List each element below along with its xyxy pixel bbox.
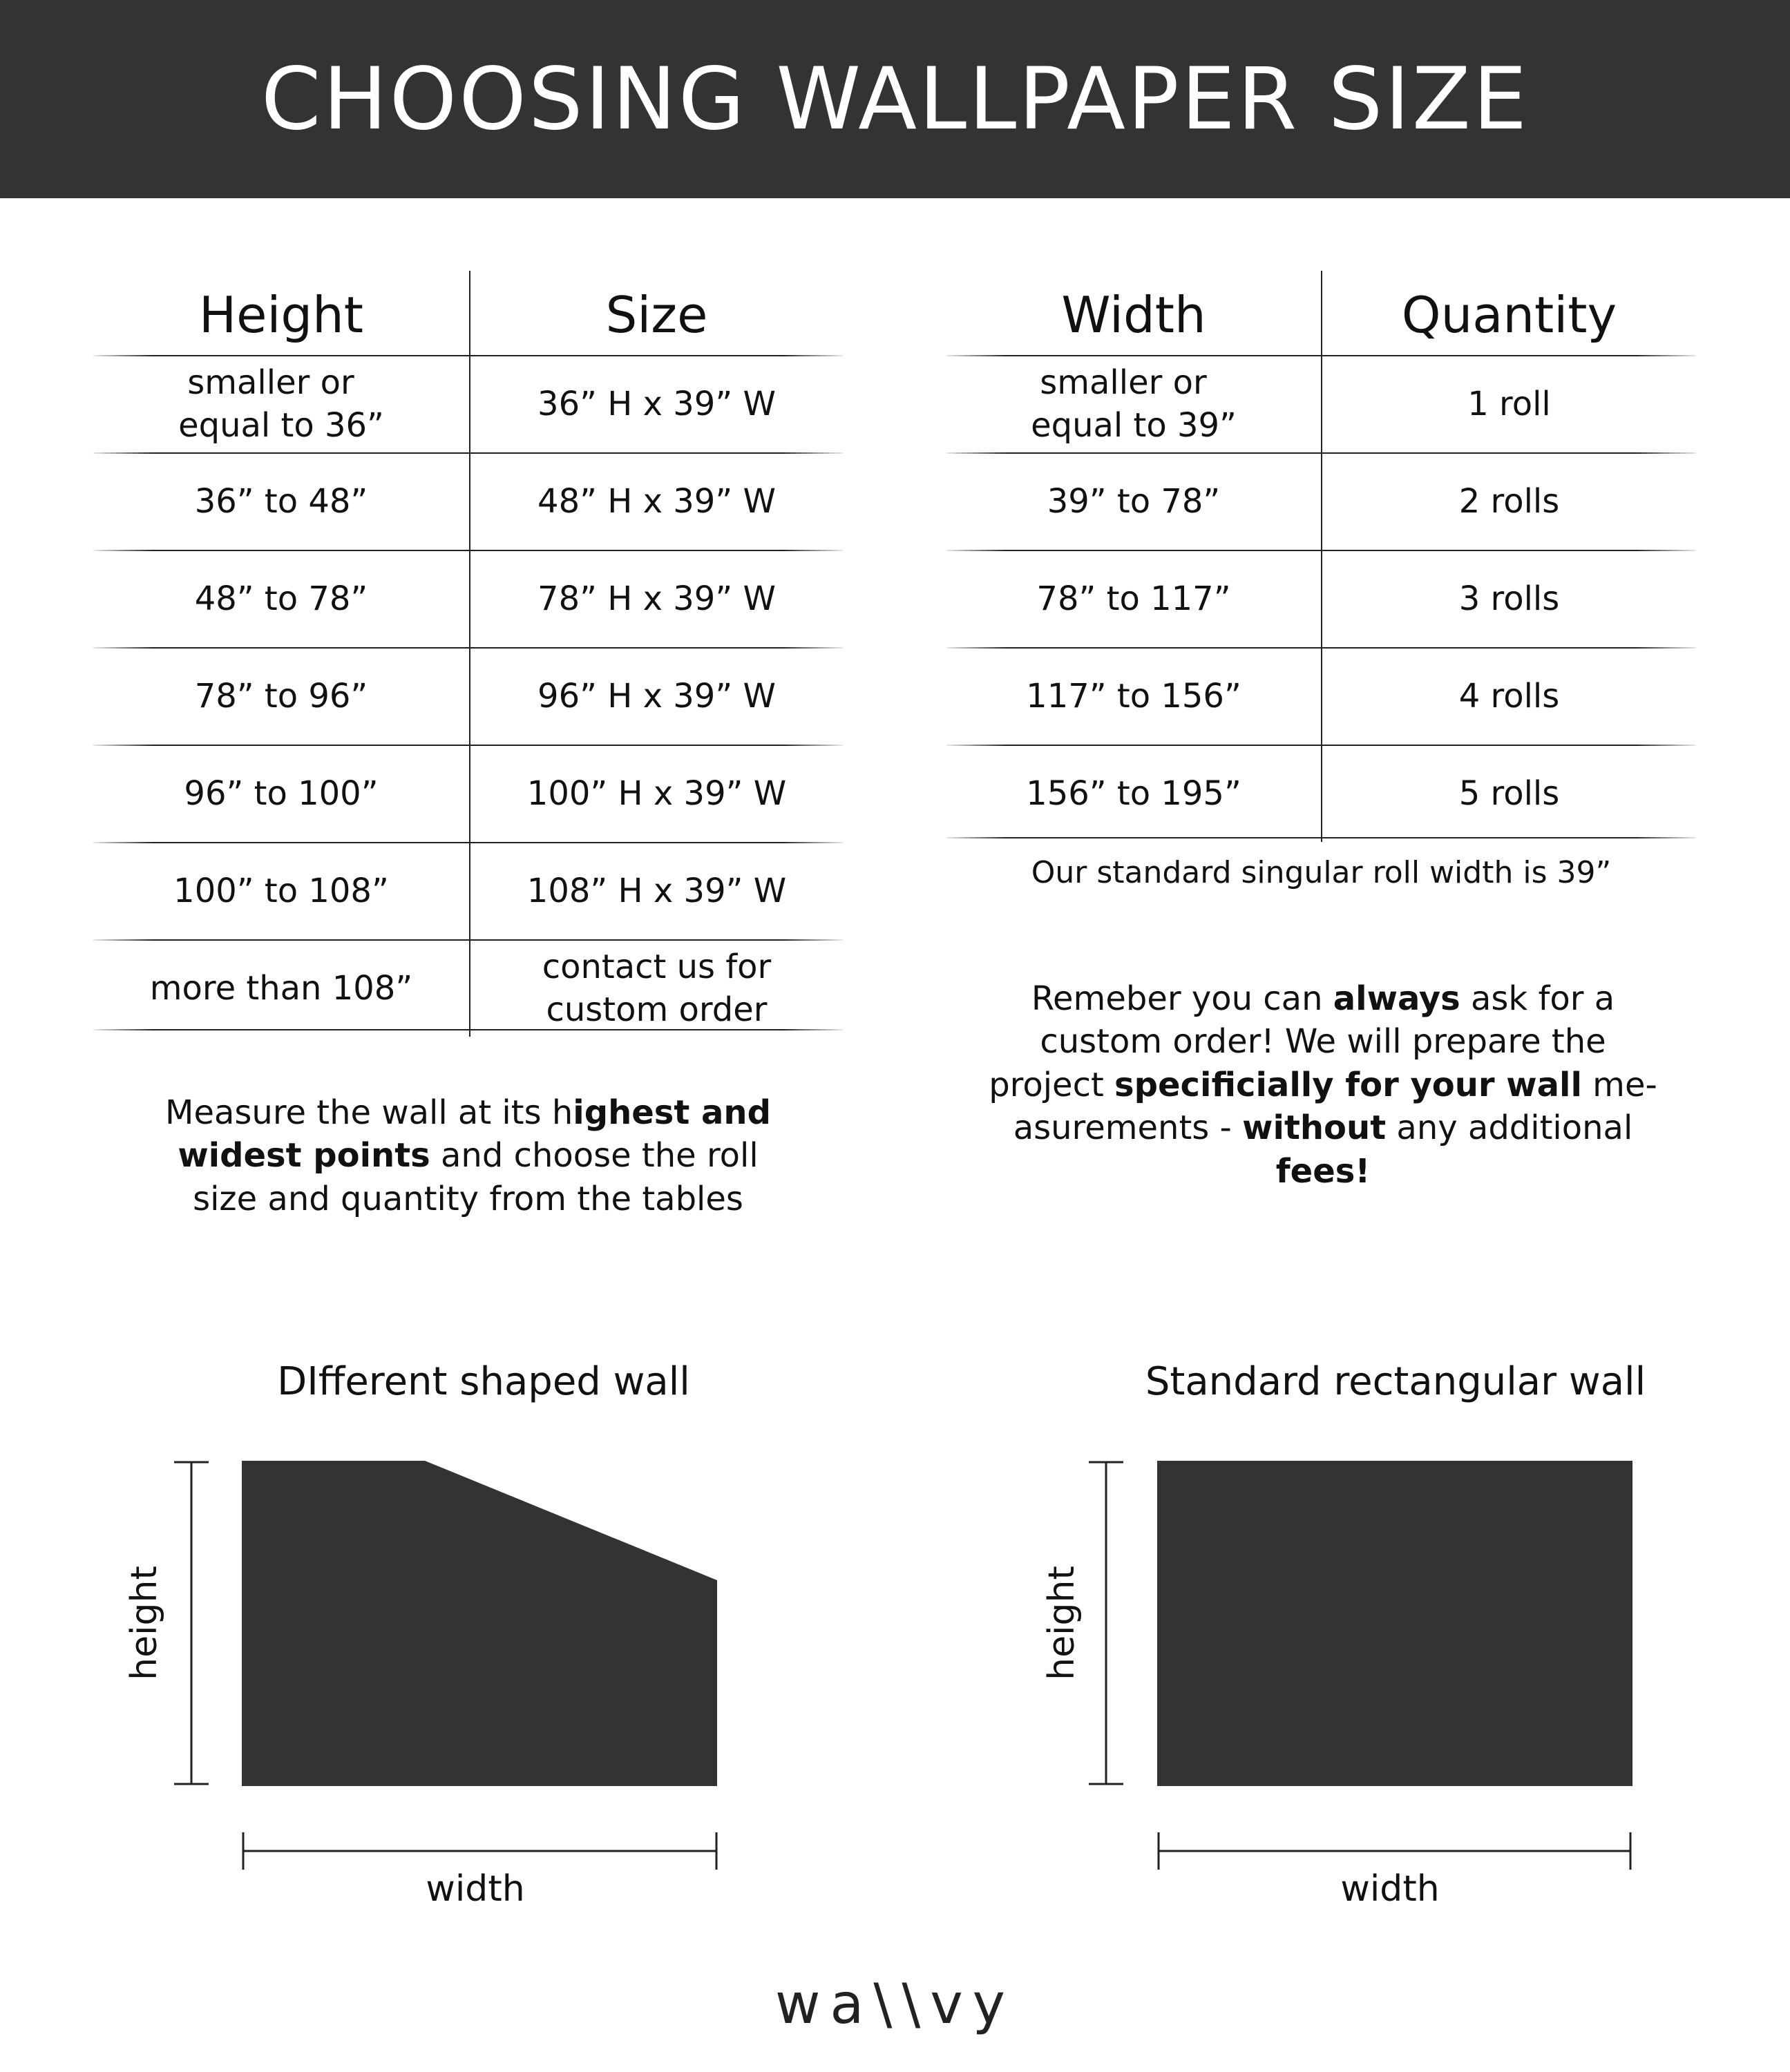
- rect-width-label: width: [1340, 1868, 1440, 1910]
- text-line: custom order! We will prepare the: [1040, 1022, 1606, 1062]
- table-row: [946, 746, 1696, 842]
- page-title: CHOOSING WALLPAPER SIZE: [260, 49, 1530, 149]
- brand-logo: wa\\vy: [774, 1972, 1016, 2036]
- size-cell: 78” H x 39” W: [537, 579, 776, 618]
- column-header-height: Height: [93, 271, 470, 355]
- height-range-cell: 48” to 78”: [93, 551, 470, 647]
- table-header: [93, 271, 843, 355]
- height-range-cell: 96” to 100”: [93, 746, 470, 842]
- column-header-quantity: Quantity: [1401, 285, 1617, 344]
- width-range-cell: 39” to 78”: [946, 454, 1322, 550]
- range-line: equal to 39”: [1031, 405, 1237, 445]
- table-row: [946, 551, 1696, 647]
- text-line: Measure the wall at its highest and: [165, 1093, 771, 1132]
- height-range-cell: more than 108”: [93, 941, 470, 1037]
- column-header-width: Width: [946, 271, 1322, 355]
- table-row: [93, 454, 843, 550]
- shaped-width-dimension: [243, 1832, 716, 1870]
- column-header-size: Size: [605, 285, 708, 344]
- size-line: contact us for: [542, 948, 772, 987]
- table-row: [93, 941, 843, 1037]
- text-line: project specificially for your wall me-: [989, 1065, 1657, 1104]
- table-row: [946, 356, 1696, 452]
- text-line: Remeber you can always ask for a: [1031, 979, 1615, 1018]
- table-header: [946, 271, 1696, 355]
- divider: [946, 837, 1696, 838]
- range-line: smaller or: [187, 363, 354, 403]
- roll-width-footnote: Our standard singular roll width is 39”: [1031, 855, 1612, 890]
- measure-instructions: [93, 1091, 843, 1220]
- text-line: asurements - without any additional: [1013, 1109, 1633, 1148]
- shaped-width-label: width: [426, 1868, 525, 1910]
- height-range-cell: [93, 356, 470, 452]
- table-row: [946, 454, 1696, 550]
- size-cell: 96” H x 39” W: [537, 676, 776, 716]
- rect-wall-shape: [1157, 1461, 1632, 1786]
- text-line: widest points and choose the roll: [178, 1136, 759, 1176]
- shaped-height-dimension: [174, 1462, 209, 1784]
- rect-height-label: height: [1041, 1566, 1083, 1680]
- quantity-cell: 2 rolls: [1458, 481, 1560, 521]
- shaped-height-label: height: [124, 1566, 165, 1680]
- table-row: [93, 649, 843, 745]
- rect-wall-title: Standard rectangular wall: [1145, 1359, 1646, 1404]
- quantity-cell: 1 roll: [1467, 384, 1551, 423]
- height-range-cell: 100” to 108”: [93, 843, 470, 939]
- quantity-cell: 4 rolls: [1458, 676, 1560, 716]
- width-range-cell: 156” to 195”: [946, 746, 1322, 842]
- width-quantity-table: [946, 271, 1696, 837]
- size-cell: 36” H x 39” W: [537, 384, 776, 423]
- shaped-wall-title: DIfferent shaped wall: [277, 1359, 690, 1404]
- table-row: [93, 551, 843, 647]
- height-range-cell: 78” to 96”: [93, 649, 470, 745]
- rect-height-dimension: [1089, 1462, 1123, 1784]
- width-range-cell: [946, 356, 1322, 452]
- table-row: [93, 746, 843, 842]
- quantity-cell: 5 rolls: [1458, 774, 1560, 813]
- text-line: size and quantity from the tables: [193, 1179, 743, 1218]
- size-cell: [470, 941, 843, 1037]
- range-line: smaller or: [1040, 363, 1207, 403]
- text-line: fees!: [1275, 1151, 1371, 1191]
- rect-width-dimension: [1159, 1832, 1630, 1870]
- height-size-table: [93, 271, 843, 1030]
- size-cell: 100” H x 39” W: [526, 774, 787, 813]
- size-line: custom order: [546, 990, 768, 1029]
- width-range-cell: 117” to 156”: [946, 649, 1322, 745]
- size-cell: 48” H x 39” W: [537, 481, 776, 521]
- quantity-cell: 3 rolls: [1458, 579, 1560, 618]
- table-row: [93, 843, 843, 939]
- shaped-wall-shape: [242, 1461, 717, 1786]
- page-header: [0, 0, 1790, 198]
- custom-order-note: [981, 977, 1665, 1193]
- divider: [93, 1029, 843, 1030]
- table-row: [93, 356, 843, 452]
- range-line: equal to 36”: [178, 405, 384, 445]
- table-row: [946, 649, 1696, 745]
- width-range-cell: 78” to 117”: [946, 551, 1322, 647]
- height-range-cell: 36” to 48”: [93, 454, 470, 550]
- size-cell: 108” H x 39” W: [526, 871, 787, 910]
